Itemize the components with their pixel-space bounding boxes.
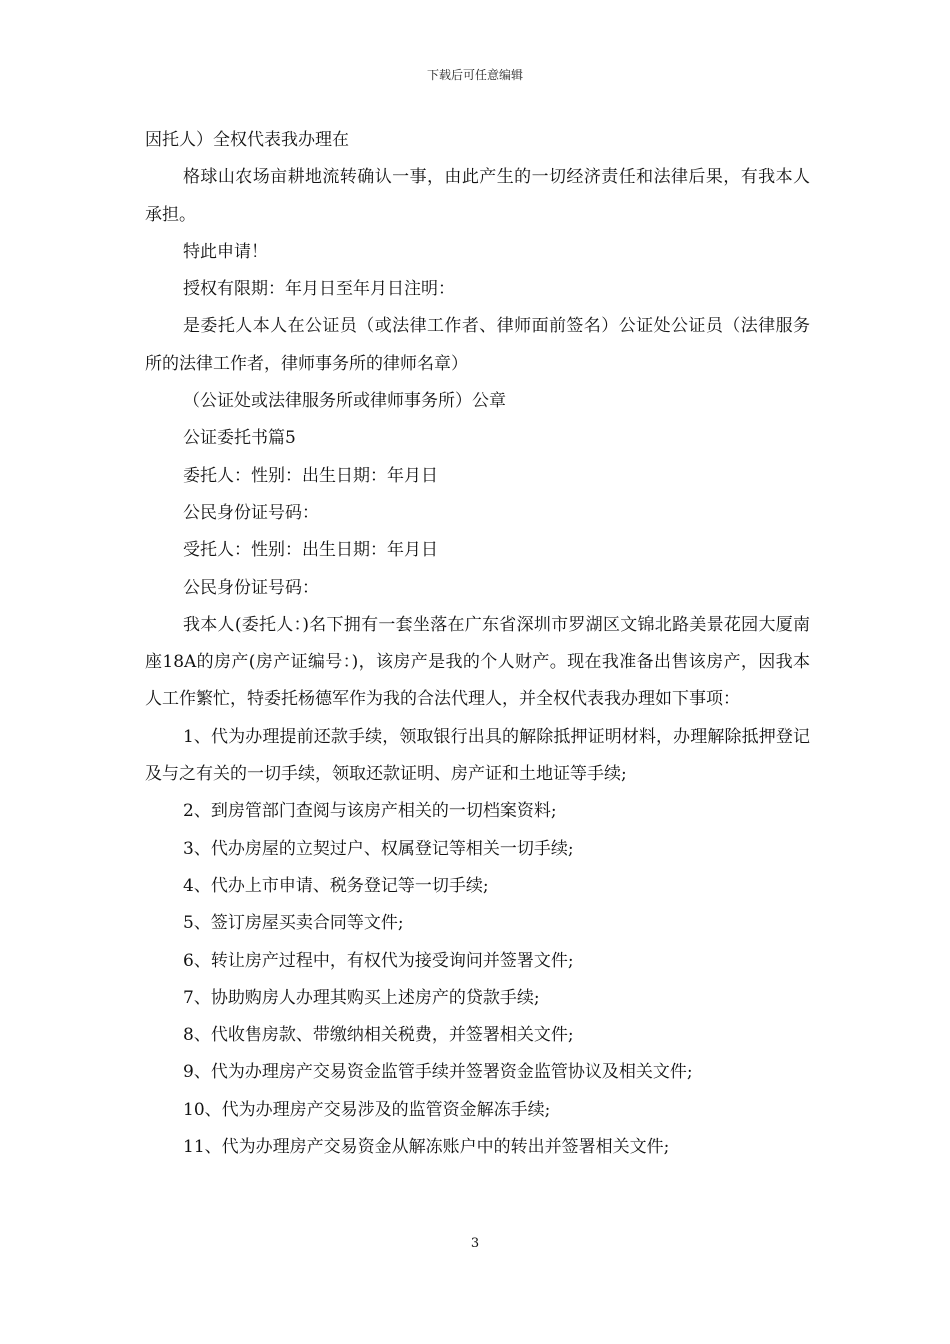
list-item: 7、协助购房人办理其购买上述房产的贷款手续;	[183, 987, 540, 1008]
paragraph: 委托人：性别：出生日期：年月日	[183, 465, 438, 486]
document-body	[145, 122, 810, 1166]
list-item: 9、代为办理房产交易资金监管手续并签署资金监管协议及相关文件;	[183, 1062, 693, 1083]
list-item: 1、代为办理提前还款手续，领取银行出具的解除抵押证明材料，办理解除抵押登记及与之有关的一切手续，领取还款证明、房产证和土地证等手续;	[145, 726, 810, 785]
list-item: 3、代办房屋的立契过户、权属登记等相关一切手续;	[183, 838, 574, 859]
paragraph: 特此申请！	[183, 241, 268, 262]
paragraph: 我本人(委托人：)名下拥有一套坐落在广东省深圳市罗湖区文锦北路美景花园大厦南座18A的房产(房产证编号：)，该房产是我的个人财产。现在我准备出售该房产，因我本人工作繁忙，特委托杨德军作为我的合法代理人，并全权代表我办理如下事项：	[145, 614, 810, 710]
section-heading: 公证委托书篇5	[183, 428, 296, 449]
paragraph: 因托人）全权代表我办理在	[145, 130, 349, 150]
paragraph: 格球山农场亩耕地流转确认一事，由此产生的一切经济责任和法律后果，有我本人承担。	[145, 167, 810, 225]
list-item: 6、转让房产过程中，有权代为接受询问并签署文件;	[183, 950, 574, 971]
list-item: 4、代办上市申请、税务登记等一切手续;	[183, 875, 489, 896]
list-item: 2、到房管部门查阅与该房产相关的一切档案资料;	[183, 801, 557, 822]
paragraph: 受托人：性别：出生日期：年月日	[183, 540, 438, 561]
list-item: 10、代为办理房产交易涉及的监管资金解冻手续;	[183, 1099, 551, 1120]
page-number: 3	[470, 1236, 480, 1251]
list-item: 11、代为办理房产交易资金从解冻账户中的转出并签署相关文件;	[183, 1137, 670, 1158]
paragraph: 公民身份证号码：	[183, 502, 319, 523]
paragraph: 是委托人本人在公证员（或法律工作者、律师面前签名）公证处公证员（法律服务所的法律工作者，律师事务所的律师名章）	[145, 316, 810, 374]
paragraph: （公证处或法律服务所或律师事务所）公章	[183, 391, 506, 412]
page-header: 下载后可任意编辑	[426, 68, 523, 82]
list-item: 8、代收售房款、带缴纳相关税费，并签署相关文件;	[183, 1025, 574, 1046]
paragraph: 公民身份证号码：	[183, 577, 319, 598]
paragraph: 授权有限期：年月日至年月日注明：	[183, 279, 455, 300]
list-item: 5、签订房屋买卖合同等文件;	[183, 913, 404, 934]
